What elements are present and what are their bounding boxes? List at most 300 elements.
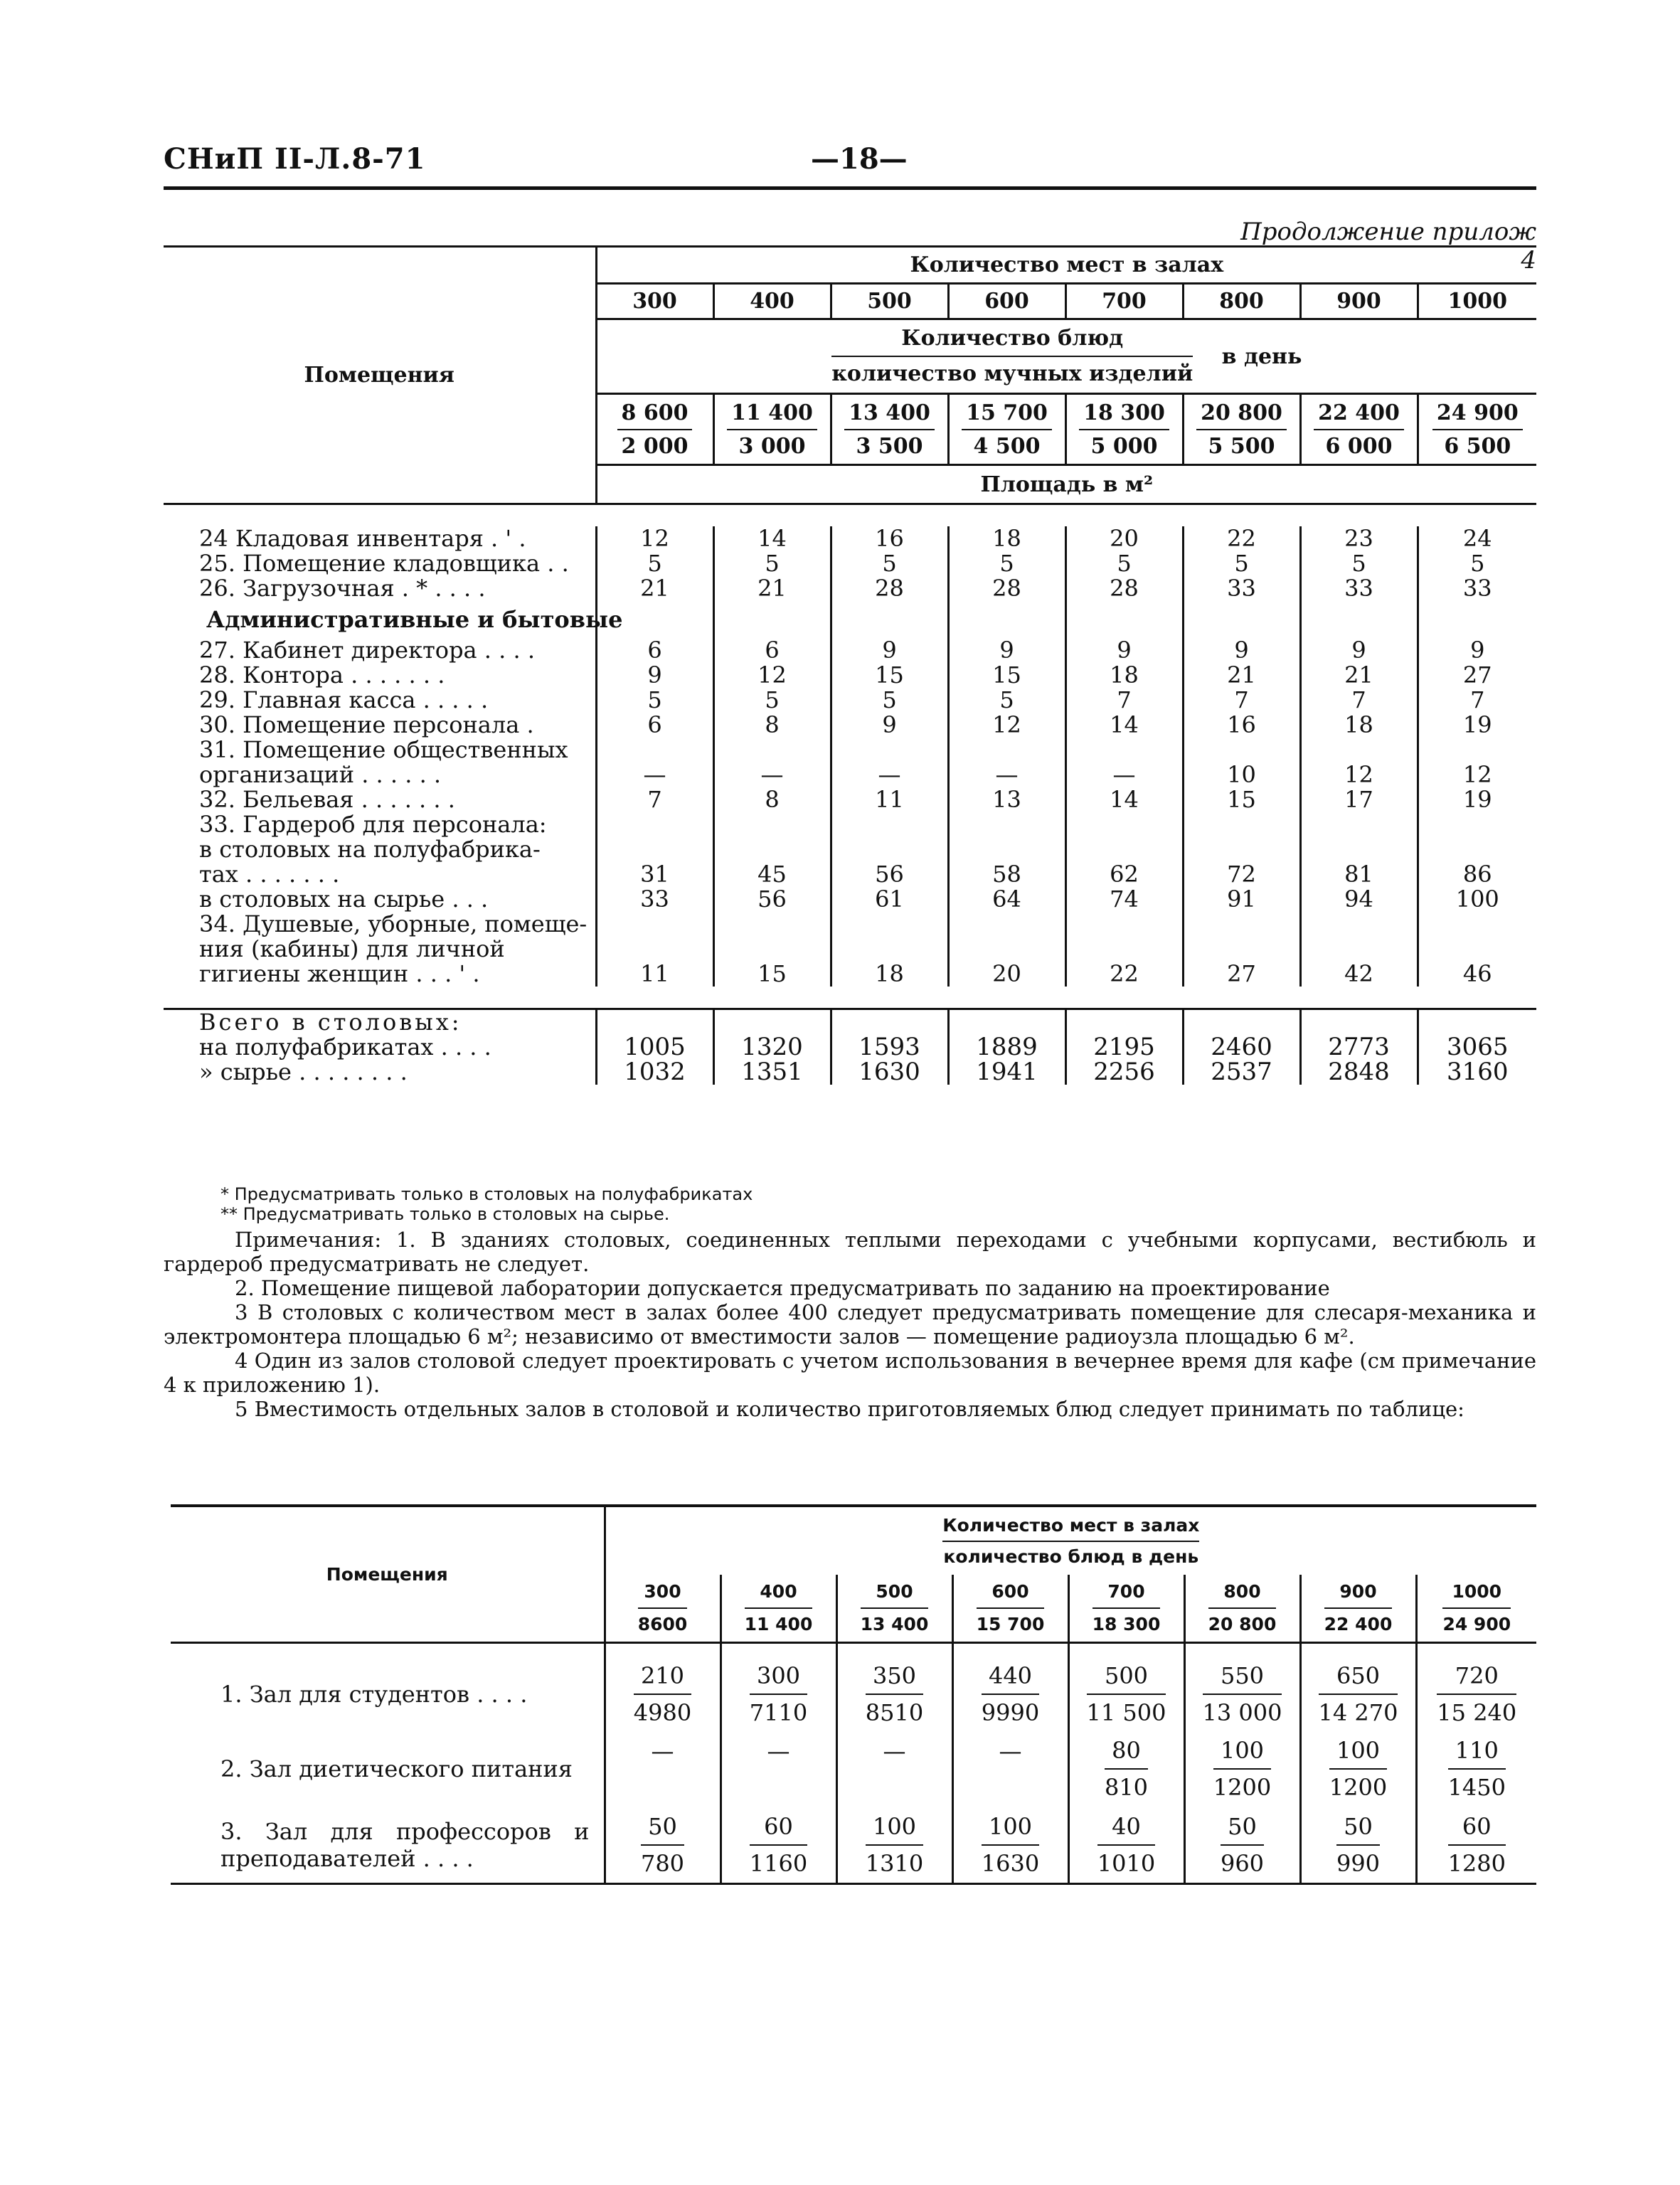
footnote: * Предусматривать только в столовых на полуфабрикатах	[220, 1184, 753, 1204]
row-value: 24	[1418, 526, 1536, 551]
row-value	[836, 1731, 952, 1807]
value-seats: —	[651, 1737, 674, 1765]
row-value	[1300, 937, 1418, 962]
row-value	[1184, 1731, 1300, 1807]
row-value	[1065, 738, 1183, 762]
row-value	[952, 1731, 1068, 1807]
row-value	[1300, 1807, 1416, 1884]
row-value: 17	[1300, 787, 1418, 812]
column-seats: 300	[638, 1576, 688, 1609]
row-value: 46	[1418, 962, 1536, 987]
flour-count: 6 500	[1444, 433, 1511, 459]
row-value: 33	[1300, 576, 1418, 601]
row-value: 1889	[948, 1035, 1065, 1060]
section-row	[164, 601, 1536, 638]
table-row	[164, 1060, 1536, 1085]
row-value: 16	[1183, 713, 1300, 738]
value-seats: 100	[866, 1809, 923, 1846]
column-dishes: 20 800	[1208, 1613, 1277, 1634]
row-value	[831, 1009, 948, 1036]
row-value	[596, 937, 713, 962]
row-value	[1416, 1642, 1536, 1731]
row-value: 2848	[1300, 1060, 1418, 1085]
row-value	[831, 937, 948, 962]
rooms-header-2: Помещения	[171, 1507, 605, 1642]
row-value: —	[831, 762, 948, 787]
table-row	[164, 812, 1536, 837]
column-seats: 500	[861, 1576, 929, 1609]
row-value: 42	[1300, 962, 1418, 987]
value-seats: 100	[1329, 1733, 1387, 1770]
table-row	[164, 962, 1536, 987]
dishes-count: 13 400	[844, 397, 935, 430]
row-value: 21	[1183, 663, 1300, 688]
row-value: 15	[948, 663, 1065, 688]
row-value: 7	[1065, 688, 1183, 713]
row-value: 1320	[713, 1035, 831, 1060]
row-value: 18	[831, 962, 948, 987]
row-value	[1300, 1009, 1418, 1036]
row-value: 33	[596, 887, 713, 912]
row-value: 7	[596, 787, 713, 812]
flour-label: количество мучных изделий	[831, 361, 1193, 386]
row-label: в столовых на полуфабрика-	[199, 836, 541, 863]
value-dishes: 15 240	[1437, 1698, 1517, 1726]
empty-cell	[1065, 601, 1183, 638]
value-seats: 720	[1437, 1658, 1516, 1695]
row-value	[713, 1009, 831, 1036]
row-value: 10	[1183, 762, 1300, 787]
column-dishes: 11 400	[744, 1613, 813, 1634]
row-value	[1418, 812, 1536, 837]
row-value: 1005	[596, 1035, 713, 1060]
table-row	[164, 526, 1536, 551]
row-value: 5	[713, 688, 831, 713]
row-label: 1. Зал для студентов . . . .	[220, 1680, 528, 1708]
note-3: 3 В столовых с количеством мест в залах более 400 следует предусматривать помещение для слесаря-механика и электромонтера площадью 6 м²; независимо от вместимости залов — помещение радиоузла площадью 6 м².	[164, 1300, 1536, 1349]
column-dishes: 13 400	[860, 1613, 929, 1634]
capacity-column	[952, 1575, 1068, 1642]
capacity-column	[1300, 1575, 1416, 1642]
row-value: 12	[596, 526, 713, 551]
table-row	[164, 887, 1536, 912]
note-1: Примечания: 1. В зданиях столовых, соединенных теплыми переходами с учебными корпусами, вестибюль и гардероб предусматривать не следует.	[164, 1228, 1536, 1276]
capacity-column	[1416, 1575, 1536, 1642]
row-value: 11	[596, 962, 713, 987]
row-value	[1183, 812, 1300, 837]
row-value: 15	[1183, 787, 1300, 812]
value-seats: —	[999, 1737, 1022, 1765]
row-value: 2773	[1300, 1035, 1418, 1060]
seat-count: 800	[1183, 284, 1300, 319]
row-value	[713, 912, 831, 937]
row-value	[1065, 837, 1183, 862]
dishes-header	[596, 319, 1536, 394]
empty-cell	[948, 601, 1065, 638]
row-value: 9	[596, 663, 713, 688]
table-row	[164, 762, 1536, 787]
row-label: 24 Кладовая инвентаря . ' .	[199, 525, 526, 552]
dishes-count: 11 400	[727, 397, 817, 430]
empty-cell	[713, 601, 831, 638]
row-value	[1300, 837, 1418, 862]
row-value	[713, 937, 831, 962]
table-row	[164, 1009, 1536, 1036]
row-label: 32. Бельевая . . . . . . .	[199, 786, 455, 813]
value-seats: —	[767, 1737, 790, 1765]
row-value: —	[596, 762, 713, 787]
value-seats: 300	[750, 1658, 807, 1695]
value-seats: 50	[1221, 1809, 1264, 1846]
document-code: СНиП II-Л.8-71	[164, 142, 426, 176]
table-room-areas-body	[164, 526, 1536, 987]
row-value: 20	[948, 962, 1065, 987]
value-dishes: 13 000	[1202, 1698, 1282, 1726]
row-value: 15	[713, 962, 831, 987]
value-dishes: 1200	[1213, 1773, 1272, 1801]
row-value	[948, 1009, 1065, 1036]
column-dishes: 24 900	[1442, 1613, 1511, 1634]
row-value: 14	[1065, 713, 1183, 738]
row-label: ния (кабины) для личной	[199, 935, 505, 962]
row-value: 9	[831, 638, 948, 663]
row-value: 9	[1065, 638, 1183, 663]
dishes-count: 22 400	[1314, 397, 1404, 430]
value-dishes: 14 270	[1318, 1698, 1398, 1726]
row-value	[1300, 912, 1418, 937]
row-value	[948, 738, 1065, 762]
row-label: 28. Контора . . . . . . .	[199, 661, 445, 689]
capacity-column	[1068, 1575, 1184, 1642]
value-dishes: 1630	[981, 1849, 1040, 1877]
row-value	[1416, 1807, 1536, 1884]
row-value	[596, 837, 713, 862]
row-value	[1183, 1009, 1300, 1036]
dishes-count: 8 600	[617, 397, 693, 430]
value-dishes: 9990	[981, 1698, 1040, 1726]
row-label: в столовых на сырье . . .	[199, 886, 489, 913]
row-value: 1630	[831, 1060, 948, 1085]
row-value	[1418, 1009, 1536, 1036]
row-value: 94	[1300, 887, 1418, 912]
footnote: ** Предусматривать только в столовых на сырье.	[220, 1204, 670, 1224]
seats-dishes-header	[605, 1507, 1536, 1575]
dishes-label: Количество блюд	[831, 321, 1193, 357]
value-dishes: 1280	[1447, 1849, 1506, 1877]
row-value: 27	[1418, 663, 1536, 688]
row-value: 6	[596, 713, 713, 738]
capacity-column	[1184, 1575, 1300, 1642]
row-value: 6	[713, 638, 831, 663]
row-value: 86	[1418, 862, 1536, 887]
row-value: 100	[1418, 887, 1536, 912]
row-value: 5	[1418, 551, 1536, 576]
value-dishes: 4980	[633, 1698, 692, 1726]
table-row	[171, 1731, 1536, 1807]
value-seats: 100	[1213, 1733, 1271, 1770]
row-value: 1032	[596, 1060, 713, 1085]
row-label: 3. Зал для профессоров и преподавателей . . . .	[171, 1807, 605, 1884]
row-value	[831, 812, 948, 837]
row-value: 7	[1183, 688, 1300, 713]
value-dishes: 960	[1220, 1849, 1265, 1877]
row-value: 91	[1183, 887, 1300, 912]
row-value: 18	[1065, 663, 1183, 688]
row-value: 64	[948, 887, 1065, 912]
row-value	[1183, 912, 1300, 937]
row-value: 31	[596, 862, 713, 887]
row-value	[836, 1807, 952, 1884]
row-value: 33	[1418, 576, 1536, 601]
continuation-caption: Продолжение прилож 4	[1240, 218, 1536, 275]
row-value	[1183, 837, 1300, 862]
row-label: Всего в столовых:	[199, 1009, 462, 1036]
value-seats: 100	[982, 1809, 1039, 1846]
value-dishes: 1310	[865, 1849, 924, 1877]
value-seats: 60	[1448, 1809, 1506, 1846]
row-value	[596, 812, 713, 837]
row-value: 2256	[1065, 1060, 1183, 1085]
table-row	[171, 1807, 1536, 1884]
row-value: 7	[1418, 688, 1536, 713]
row-value: 14	[713, 526, 831, 551]
row-value	[721, 1642, 836, 1731]
table-row	[164, 638, 1536, 663]
row-value: 1351	[713, 1060, 831, 1085]
row-value	[1065, 937, 1183, 962]
empty-cell	[1183, 601, 1300, 638]
row-value: 9	[1418, 638, 1536, 663]
row-value	[1416, 1731, 1536, 1807]
row-value: 12	[713, 663, 831, 688]
row-value: 58	[948, 862, 1065, 887]
value-dishes: 780	[640, 1849, 685, 1877]
row-value	[713, 837, 831, 862]
value-dishes: 11 500	[1086, 1698, 1166, 1726]
row-value: 81	[1300, 862, 1418, 887]
table-row	[164, 576, 1536, 601]
row-value: 12	[1300, 762, 1418, 787]
row-value	[1065, 912, 1183, 937]
value-seats: 440	[982, 1658, 1039, 1695]
dishes-count: 24 900	[1432, 397, 1523, 430]
row-value: 5	[713, 551, 831, 576]
value-seats: 500	[1087, 1658, 1166, 1695]
seat-count: 300	[596, 284, 713, 319]
row-label: 2. Зал диетического питания	[220, 1755, 573, 1782]
seat-count: 900	[1300, 284, 1418, 319]
table-row	[164, 912, 1536, 937]
section-heading: Административные и бытовые	[206, 605, 623, 633]
value-seats: 50	[641, 1809, 684, 1846]
row-value	[721, 1731, 836, 1807]
row-value	[831, 738, 948, 762]
row-value: 5	[596, 551, 713, 576]
capacity-column	[836, 1575, 952, 1642]
row-value: 9	[948, 638, 1065, 663]
row-value: 21	[596, 576, 713, 601]
row-value: 74	[1065, 887, 1183, 912]
row-value: 28	[1065, 576, 1183, 601]
value-dishes	[879, 1769, 910, 1804]
column-dishes: 22 400	[1324, 1613, 1393, 1634]
value-dishes: 810	[1104, 1773, 1149, 1801]
row-value: 18	[1300, 713, 1418, 738]
row-value: 3160	[1418, 1060, 1536, 1085]
footnotes	[220, 1184, 753, 1224]
page-number: —18—	[811, 142, 908, 176]
table-row	[164, 551, 1536, 576]
table-row	[171, 1642, 1536, 1731]
row-value: 61	[831, 887, 948, 912]
column-seats: 900	[1324, 1576, 1393, 1609]
seats-header: Количество мест в залах	[596, 247, 1536, 284]
flour-count: 2 000	[621, 433, 689, 459]
note-5: 5 Вместимость отдельных залов в столовой и количество приготовляемых блюд следует принимать по таблице:	[235, 1397, 1464, 1421]
seat-count: 400	[713, 284, 831, 319]
column-dishes: 15 700	[976, 1613, 1045, 1634]
row-label: 33. Гардероб для персонала:	[199, 811, 547, 838]
row-value	[1068, 1731, 1184, 1807]
row-value: 28	[831, 576, 948, 601]
row-value: 20	[1065, 526, 1183, 551]
row-value: 7	[1300, 688, 1418, 713]
row-value	[596, 738, 713, 762]
dishes-count: 18 300	[1079, 397, 1169, 430]
row-value	[1418, 837, 1536, 862]
row-value: 22	[1065, 962, 1183, 987]
seat-count: 500	[831, 284, 948, 319]
row-value: 2195	[1065, 1035, 1183, 1060]
note-4: 4 Один из залов столовой следует проектировать с учетом использования в вечернее время для кафе (см примечание 4 к приложению 1).	[164, 1349, 1536, 1397]
row-value	[1184, 1807, 1300, 1884]
flour-count: 3 500	[856, 433, 923, 459]
value-dishes: 8510	[865, 1698, 924, 1726]
table-room-areas	[164, 245, 1536, 1085]
row-value: 5	[948, 688, 1065, 713]
row-value: 3065	[1418, 1035, 1536, 1060]
row-value: 5	[831, 688, 948, 713]
row-value	[952, 1807, 1068, 1884]
table-row	[164, 837, 1536, 862]
row-label: на полуфабрикатах . . . .	[199, 1033, 491, 1060]
row-value: —	[948, 762, 1065, 787]
table-row	[164, 787, 1536, 812]
column-seats: 800	[1208, 1576, 1277, 1609]
area-header: Площадь в м²	[596, 465, 1536, 504]
row-value: 21	[713, 576, 831, 601]
row-value: 5	[1065, 551, 1183, 576]
row-value	[831, 837, 948, 862]
row-value	[1068, 1642, 1184, 1731]
row-label: 29. Главная касса . . . . .	[199, 686, 489, 713]
value-dishes: 1160	[749, 1849, 808, 1877]
table-room-areas-grid	[164, 245, 1536, 505]
row-value	[1300, 1731, 1416, 1807]
row-label: 34. Душевые, уборные, помеще-	[199, 910, 588, 937]
value-seats: 60	[750, 1809, 807, 1846]
capacity-column	[721, 1575, 836, 1642]
row-value: 14	[1065, 787, 1183, 812]
row-value	[836, 1642, 952, 1731]
value-seats: 50	[1336, 1809, 1380, 1846]
row-label: гигиены женщин . . . ' .	[199, 960, 480, 987]
dishes-count: 20 800	[1196, 397, 1287, 430]
row-value	[1418, 937, 1536, 962]
row-value: 5	[948, 551, 1065, 576]
table-hall-capacity	[171, 1504, 1536, 1885]
row-value	[596, 912, 713, 937]
row-value	[831, 912, 948, 937]
row-value	[1300, 738, 1418, 762]
row-value: 9	[831, 713, 948, 738]
table-row	[164, 688, 1536, 713]
row-value: 5	[1183, 551, 1300, 576]
row-value: 1593	[831, 1035, 948, 1060]
table-row	[164, 862, 1536, 887]
row-value: 8	[713, 713, 831, 738]
value-seats: 80	[1105, 1733, 1148, 1770]
row-value: 23	[1300, 526, 1418, 551]
row-value	[1300, 1642, 1416, 1731]
row-value: 2460	[1183, 1035, 1300, 1060]
table-row	[164, 663, 1536, 688]
empty-cell	[831, 601, 948, 638]
row-label: 27. Кабинет директора . . . .	[199, 637, 535, 664]
row-value	[948, 912, 1065, 937]
seat-count: 1000	[1418, 284, 1536, 319]
flour-count: 4 500	[973, 433, 1041, 459]
row-label: 30. Помещение персонала .	[199, 711, 534, 738]
value-seats: 40	[1097, 1809, 1155, 1846]
row-value	[1183, 738, 1300, 762]
row-value: 8	[713, 787, 831, 812]
row-value: 9	[1183, 638, 1300, 663]
row-value: 6	[596, 638, 713, 663]
row-value	[948, 812, 1065, 837]
per-day-label: в день	[1221, 344, 1302, 369]
seat-count: 700	[1065, 284, 1183, 319]
row-value: 5	[1300, 551, 1418, 576]
value-dishes: 990	[1336, 1849, 1381, 1877]
row-value	[605, 1731, 721, 1807]
value-seats: 350	[866, 1658, 923, 1695]
row-value: 19	[1418, 713, 1536, 738]
table-hall-capacity-grid	[171, 1507, 1536, 1885]
row-label: 31. Помещение общественных	[199, 736, 568, 763]
note-2: 2. Помещение пищевой лаборатории допускается предусматривать по заданию на проектирование	[235, 1276, 1330, 1300]
row-label: 26. Загрузочная . * . . . .	[199, 575, 486, 602]
value-seats: 650	[1319, 1658, 1398, 1695]
row-value: 72	[1183, 862, 1300, 887]
flour-count: 5 000	[1090, 433, 1158, 459]
row-value	[1068, 1807, 1184, 1884]
row-value: 56	[831, 862, 948, 887]
row-value: 11	[831, 787, 948, 812]
row-value: 28	[948, 576, 1065, 601]
row-value: 5	[831, 551, 948, 576]
row-value: 5	[596, 688, 713, 713]
row-value: 12	[948, 713, 1065, 738]
value-dishes	[763, 1769, 794, 1804]
flour-count: 3 000	[738, 433, 806, 459]
table-row	[164, 937, 1536, 962]
value-dishes	[995, 1769, 1026, 1804]
flour-count: 6 000	[1325, 433, 1393, 459]
value-seats: 110	[1448, 1733, 1506, 1770]
column-dishes: 8600	[637, 1613, 688, 1634]
empty-cell	[1300, 601, 1418, 638]
